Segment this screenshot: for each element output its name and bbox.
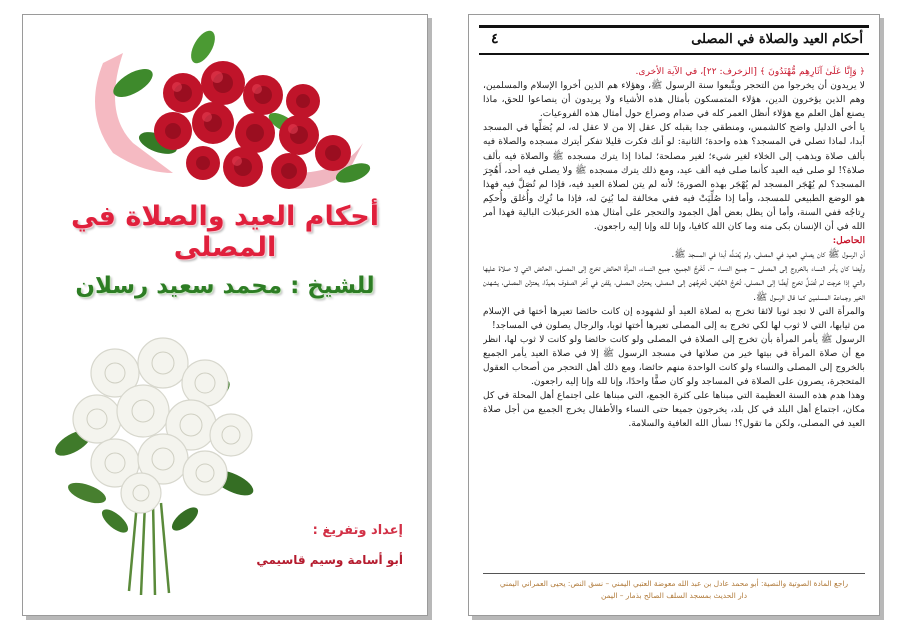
red-roses-image xyxy=(63,23,383,203)
footer-rule xyxy=(483,573,865,574)
cover-author: للشيخ : محمد سعيد رسلان xyxy=(75,273,375,299)
footer-line: راجع المادة الصوتية والنصية: أبو محمد عادل بن عبد الله معوضة العتبي اليمني – نسق النص: يحيى العمراني اليمني xyxy=(499,579,849,588)
prepared-by: أبو أسامة وسيم قاسيمي xyxy=(256,553,403,567)
paragraph: وهذا هدم هذه السنة العظيمة التي مبناها على كثرة الجمع، التي مبناها على اجتماع أهل المحلة في كل مكان، اجتماع أهل البلد في كل بلد، يخرجون جميعا حتى النساء والأطفال يخرج الجميع من أجل صلاة العيد في المصلى، ولكن ما تقول؟! نسأل الله العافية والسلامة. xyxy=(483,390,865,430)
running-header-title: أحكام العيد والصلاة في المصلى xyxy=(691,32,863,47)
header-rule-top xyxy=(479,25,869,28)
paragraph: وأيضا كان يأمر النساء بالخروج إلى المصلى – جميع النساء –، تُخْرِجُ الجميع، جميع النساء، المرأة الحائض تخرج إلى المصلى، الحائض التي لا صلاة عليها والتي إذا خرجت لم تُصَلِّ تخرج أيضًا إلى المصلى، تُخرِجُ الحُيَّض، تُخرِجُهن إلى المصلى، يعتزلن المصلى، يقفن في آخر الصفوف بعيدًا، يعتزلن المصلى، يشهدن الخير وجماعة المسلمين كما قال الرسول ﷺ. xyxy=(483,263,865,303)
white-roses-image xyxy=(45,333,265,603)
prepared-label: إعداد وتفريغ : xyxy=(312,523,403,538)
paragraph: أن الرسول ﷺ كان يصلي العيد في المصلى، ولم يُصَلِّه أبدا في المسجد ﷺ. xyxy=(671,249,865,261)
inner-page xyxy=(468,14,880,616)
header-rule-bottom xyxy=(479,53,869,55)
section-heading: الحاصل: xyxy=(832,235,865,247)
paragraph: والمرأة التي لا تجد ثوبا لائقا تخرج به لصلاة العيد أو لشهوده إن كانت حائضا تعيرها أختها في الإسلام من ثيابها، التي لا ثوب لها لكي تخرج به إلى المصلى تعيرها أختها ثوبا، والرجال يصلون في المساجد! xyxy=(483,305,865,331)
body-text xyxy=(483,65,865,563)
cover-page xyxy=(22,14,428,616)
footer xyxy=(483,578,865,602)
page-number: ٤ xyxy=(491,31,499,47)
footer-line: دار الحديث بمسجد السلف الصالح بذمار – اليمن xyxy=(600,591,748,600)
paragraph: الرسول ﷺ يأمر المرأة بأن تخرج إلى الصلاة في المصلى ولو كانت حائضا ولو كانت لا ثوب لها، انظر مع أن صلاة المرأة في بيتها خير من صلاتها في مسجد الرسول ﷺ إلا في صلاة العيد يأمر الجميع بالخروج إلى المصلى والنساء ولو كانت الواحدة منهم حائضا، ومع ذلك أهل التحجر من أصحاب العقول المتحجرة، يصرون على الصلاة في المساجد ولو كان صفًّا واحدًا، وإنا لله وإنا إليه راجعون. xyxy=(483,333,865,388)
paragraph-verse: ﴿ وَإِنَّا عَلَىٰ آثَارِهِم مُّهْتَدُونَ ﴾ [الزخرف: ٢٢]، في الآية الأخرى. xyxy=(635,66,865,77)
paragraph: لا يريدون أن يخرجوا من التحجر ويتَّبعوا سنة الرسول ﷺ، وهؤلاء هم الذين أخروا الإسلام والمسلمين، وهم الذين يؤخرون الدين، هؤلاء المتمسكون بأمثال هذه الأشياء ولا يريدون أن ينصاعوا للحق، ماذا يصنع أهل العلم مع هؤلاء أنظل العمر كله في صدام وصراع حول أمثال هذه الفروعيات. xyxy=(483,80,865,120)
cover-title: أحكام العيد والصلاة في المصلى xyxy=(70,201,379,263)
paragraph: يا أخي الدليل واضح كالشمس، ومنطقي جدا يقبله كل عقل إلا من لا عقل له، لم يُصَلِّها في المسجد أبدا، لماذا تصلي في المسجد؟ هذه واحدة؛ الثانية: لو أنك فكرت قليلا تفكر أيترك مسجده والصلاة فيه بألف صلاة ويذهب إلى الخلاء لغير شيء؛ لغير مصلحة؛ لماذا إذا يترك مسجده ﷺ والصلاة فيه بألف صلاة؟! لو صلى فيه العيد كأنما صلى فيه ألف عيد، ومع ذلك يترك مسجده ﷺ ولا يصلي فيه أحد، أَهُجِرَ المسجد؟ لم يُهْجَر المسجد لم يُهْجَر بهذه الصورة؛ لأنه لم يتن لصلاة العيد فيه، فإذا لم تُصَلَّ فيه فهذا هو الوضع الطبيعي للمسجد، وأما إذا صُلِّيَتْ فيه ففي مخالفة لما بُنِيَ له، فإذا ما تُرِك وأُغلق وأُحكِم رِتاجُه ففي السنة، وأما أن يظل بعض أهل الجمود والتحجر على أمثال هذه الخزعبلات البالية فهذا أمر الله في أن الإنسان بكى منه وما كان الله كافيا، وإنا لله وإنا إليه راجعون. xyxy=(483,122,865,233)
